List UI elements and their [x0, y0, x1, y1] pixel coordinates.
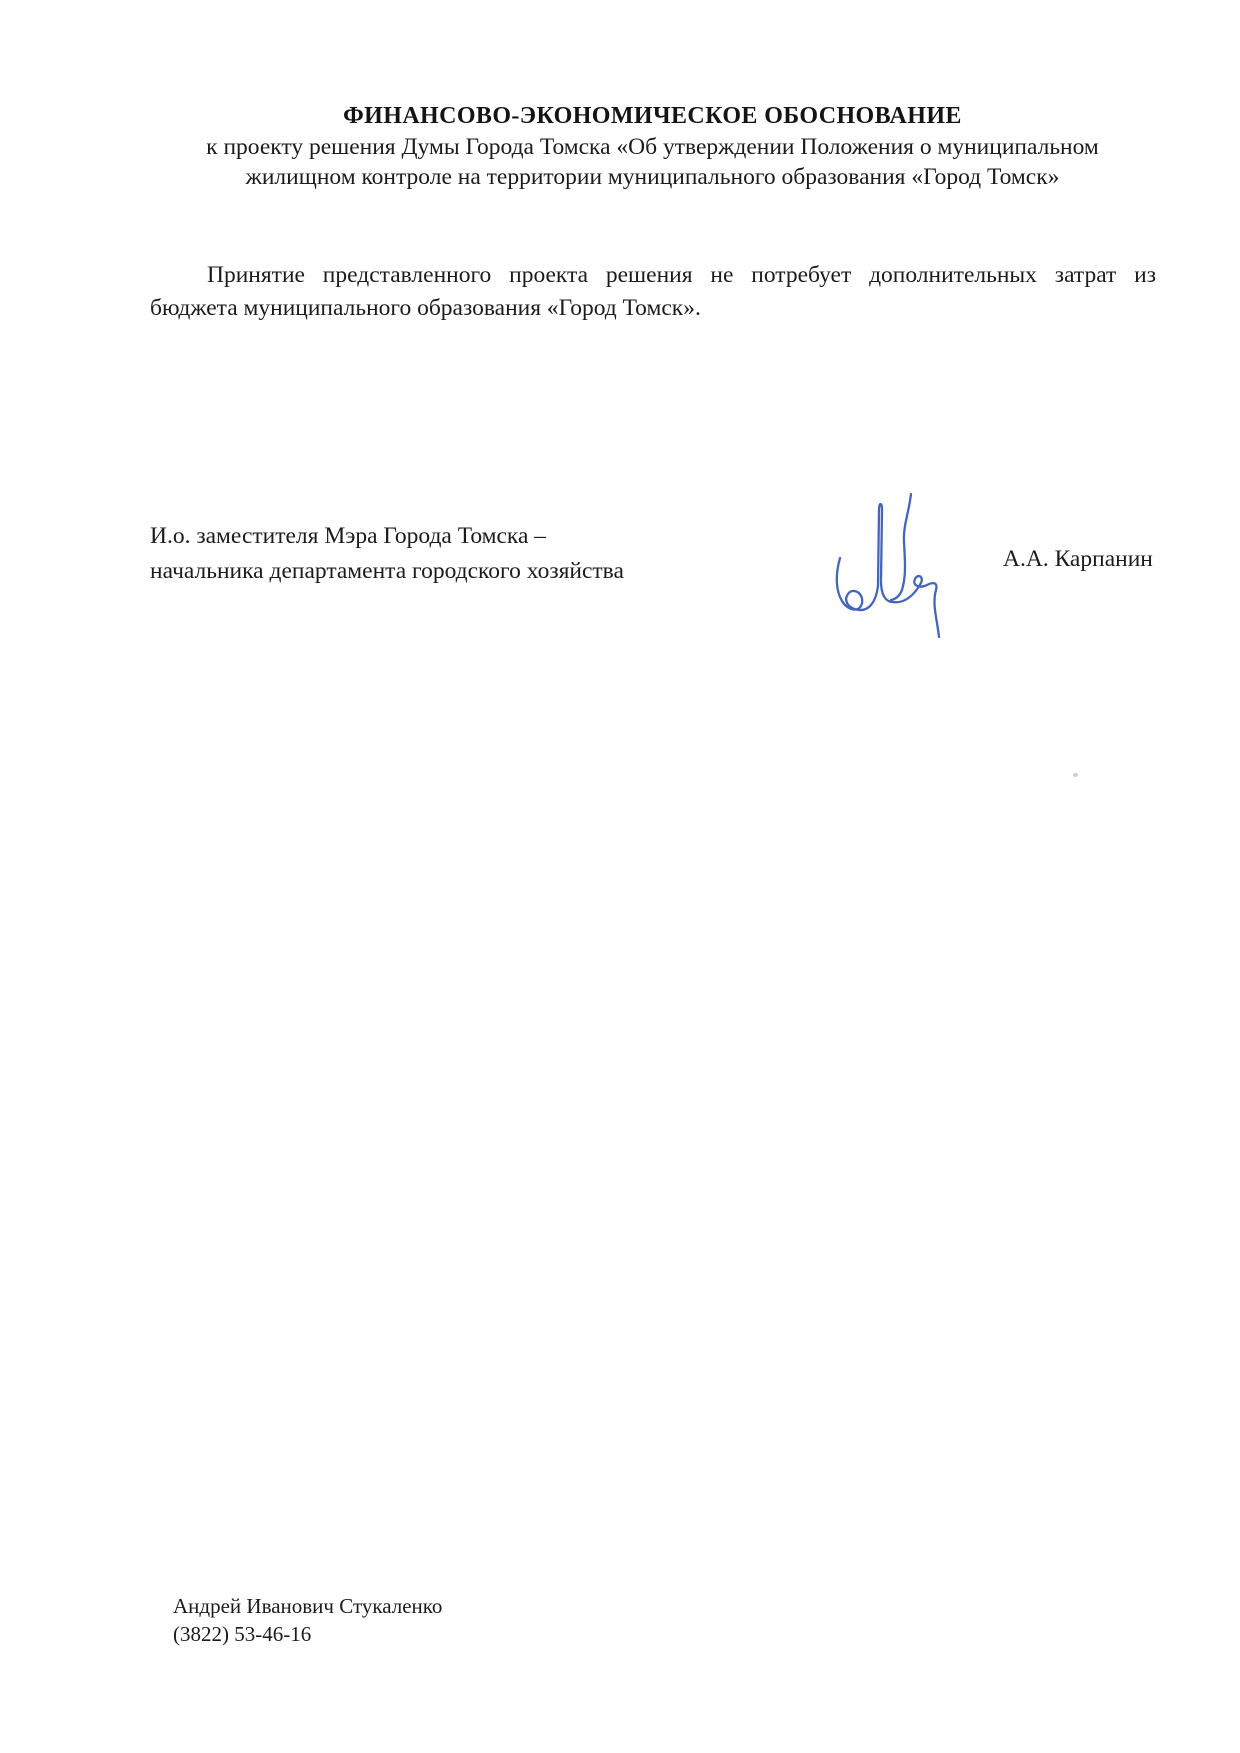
document-subtitle-line-1: к проекту решения Думы Города Томска «Об утверждении Положения о муниципальном — [206, 134, 1099, 160]
signer-position-line-1: И.о. заместителя Мэра Города Томска – — [150, 523, 547, 549]
signer-position-line-2: начальника департамента городского хозяйства — [150, 558, 624, 584]
footer-contact-block — [173, 1592, 593, 1648]
handwritten-signature-ink — [833, 486, 955, 648]
signer-position-block — [150, 519, 710, 589]
signature-stroke-group — [837, 494, 939, 637]
document-subtitle-line-2: жилищном контроле на территории муниципального образования «Город Томск» — [245, 164, 1060, 190]
body-paragraph — [150, 259, 1156, 325]
signer-name: А.А. Карпанин — [1003, 546, 1153, 572]
scan-artifact-dot — [1073, 773, 1078, 777]
footer-contact-name: Андрей Иванович Стукаленко — [173, 1594, 443, 1618]
footer-contact-phone: (3822) 53-46-16 — [173, 1622, 312, 1646]
document-title: ФИНАНСОВО-ЭКОНОМИЧЕСКОЕ ОБОСНОВАНИЕ — [343, 103, 962, 129]
body-paragraph-line-1: Принятие представленного проекта решения не потребует дополнительных затрат из — [207, 262, 1156, 288]
body-paragraph-line-2: бюджета муниципального образования «Город Томск». — [150, 295, 701, 321]
